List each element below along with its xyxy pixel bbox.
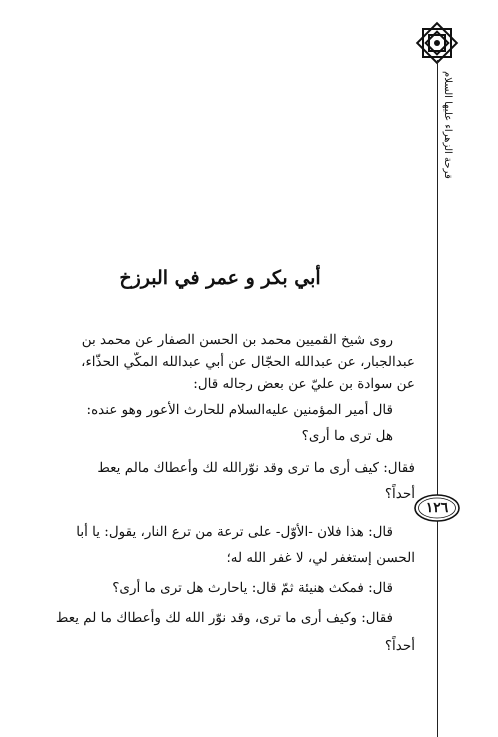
body-line: الحسن إستغفر لي، لا غفر الله له؛	[226, 550, 415, 566]
body-line: قال أمير المؤمنين عليه‌السلام للحارث الأعور وهو عنده:	[86, 402, 393, 418]
body-line: قال: فمكث هنيئة ثمّ قال: ياحارث هل ترى ما أرى؟	[112, 580, 393, 596]
body-line: فقال: وكيف أرى ما ترى، وقد نوّر الله لك وأعطاك ما لم يعط	[55, 610, 393, 626]
page-number: ١٢٦	[425, 500, 449, 516]
body-line: عبدالجبار، عن عبدالله الحجّال عن أبي عبدالله المكّي الحذّاء،	[81, 354, 415, 370]
body-line: أحداً؟	[384, 638, 415, 654]
running-header: قرحة الزهراء عليها السلام	[442, 71, 453, 179]
body-line: أحداً؟	[384, 486, 415, 502]
chapter-title: أبي بكر و عمر في البرزخ	[119, 267, 321, 289]
body-line: روى شيخ القميين محمد بن الحسن الصفار عن محمد بن	[81, 332, 393, 348]
body-line: هل ترى ما أرى؟	[301, 428, 393, 444]
body-line: عن سوادة بن عليّ عن بعض رجاله قال:	[193, 376, 415, 392]
body-line: قال: هذا فلان -الأوّل- على ترعة من ترع النار، يقول: يا أبا	[76, 524, 393, 540]
body-line: فقال: كيف أرى ما ترى وقد نوّرالله لك وأعطاك مالم يعط	[97, 460, 415, 476]
margin-rule	[437, 60, 438, 737]
